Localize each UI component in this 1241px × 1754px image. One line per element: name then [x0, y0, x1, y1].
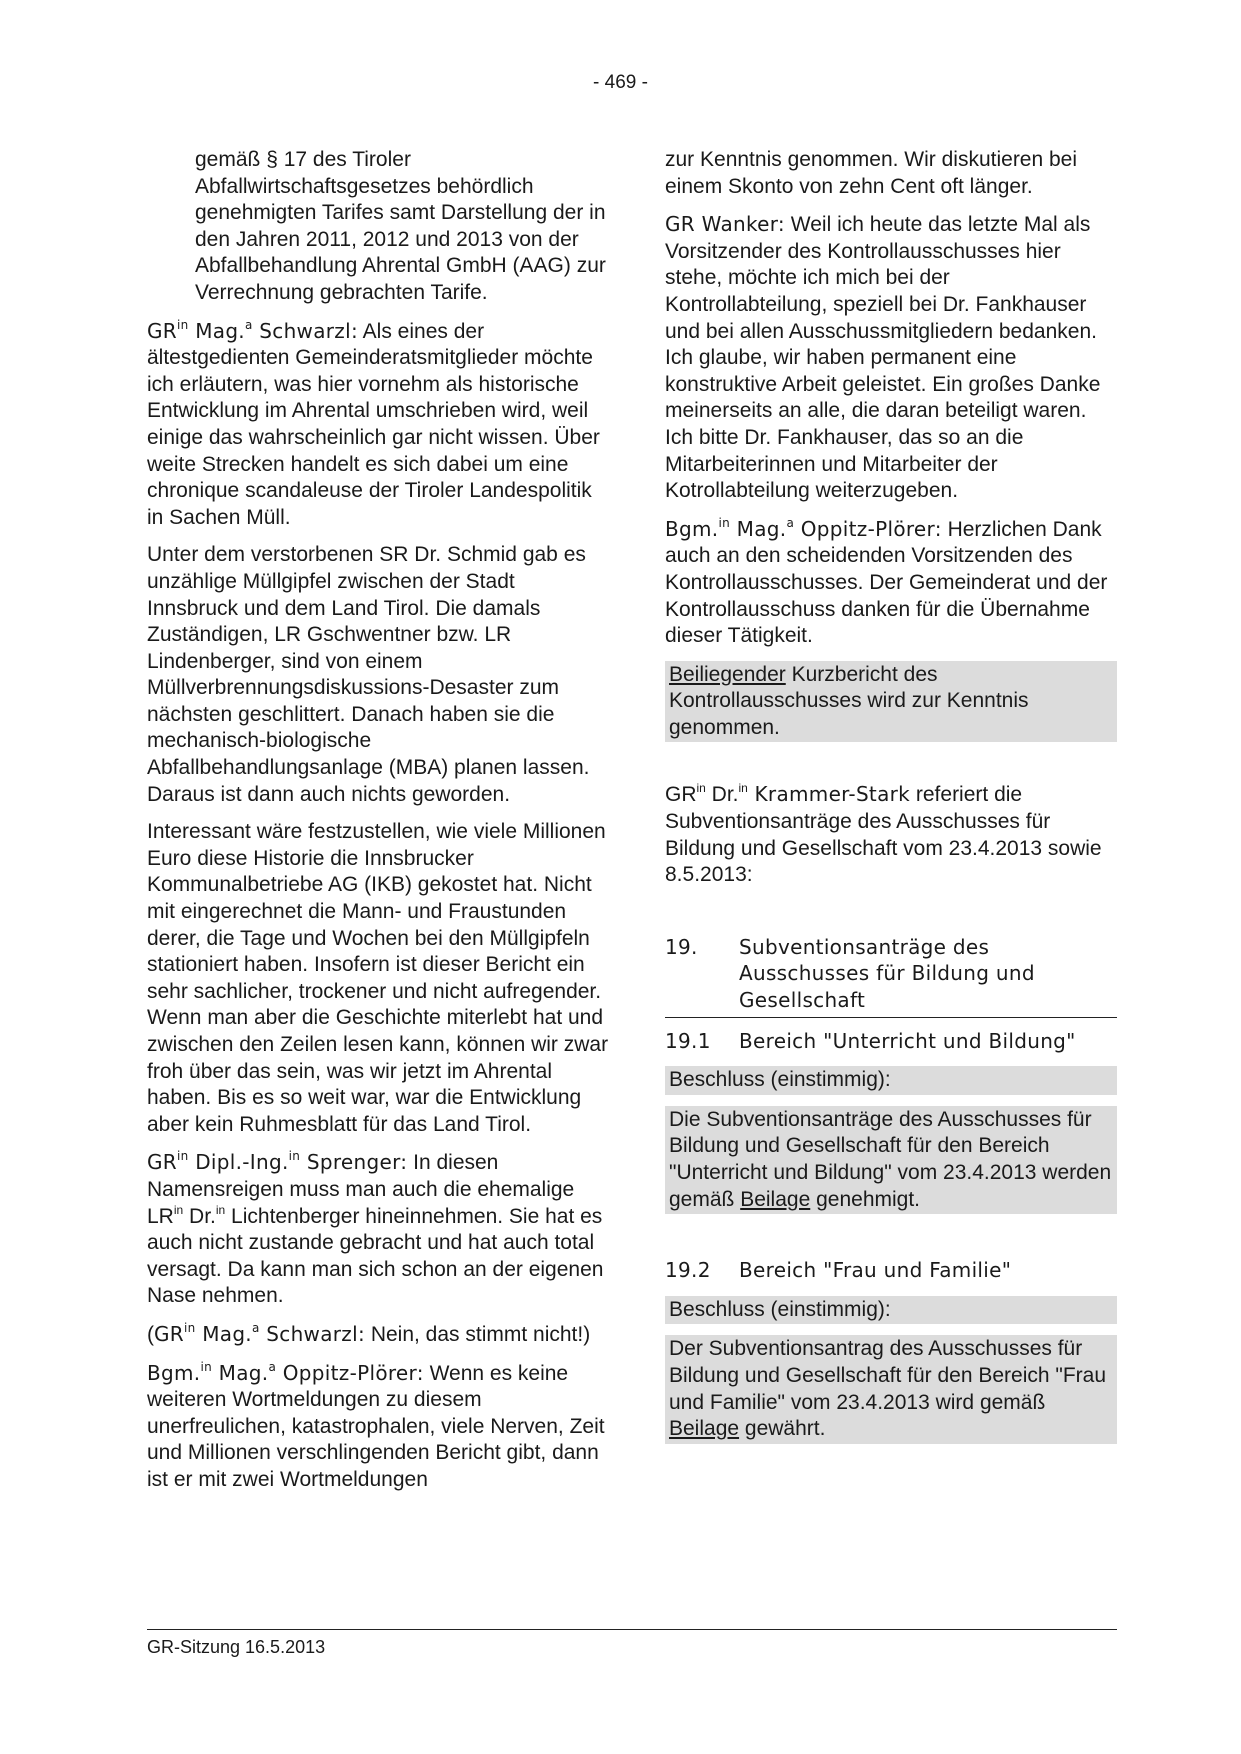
speaker-name: Bgm.$^{in}$ Mag.$^a$ Oppitz-Plörer: [665, 515, 942, 541]
attachment-link[interactable]: Beiliegender [669, 662, 786, 686]
paragraph-millionen: Interessant wäre festzustellen, wie viele Millionen Euro diese Historie die Innsbrucker Kommunalbetriebe AG (IKB) gekostet hat. Nicht mit eingerechnet die Mann- und Fraustunden derer, die Tage und Wochen bei den Müllgipfeln stationiert haben. Insofern ist dieser Bericht ein sehr sachlicher, trockener und nicht aufregender. Wenn man aber die Geschichte miterlebt hat und zwischen den Zeilen lesen kann, können wir zwar froh über das sein, was wir jetzt im Ahrental haben. Bis es so weit war, war die Entwicklung aber kein Ruhmesblatt für das Land Tirol. [147, 820, 609, 1136]
paragraph-krammer-stark: $GR^{in}$ Dr.$^{in}$ Krammer-Stark referiert die Subventionsanträge des Ausschusses für Bildung und Gesellschaft vom 23.4.2013 sowie 8.5.2013: [665, 781, 1102, 887]
footer-session-label: GR-Sitzung 16.5.2013 [147, 1637, 326, 1657]
interjection-schwarzl: ($GR^{in}$ Mag.$^a$ Schwarzl: Nein, das stimmt nicht!) [147, 1320, 591, 1346]
resolution-heading: Beschluss (einstimmig): [665, 1066, 1117, 1095]
page-number: - 469 - [593, 72, 648, 93]
attachment-link[interactable]: Beilage [669, 1417, 740, 1441]
resolution-box-19-2: Der Subventionsantrag des Ausschusses für Bildung und Gesellschaft für den Bereich "Frau und Familie" vom 23.4.2013 wird gemäß Beilage gewährt. [665, 1335, 1117, 1443]
left-column [147, 147, 611, 1505]
attachment-link[interactable]: Beilage [740, 1187, 811, 1211]
resolution-heading: Beschluss (einstimmig): [665, 1296, 1117, 1325]
speech-oppitz-ploerer-1: Bgm.$^{in}$ Mag.$^a$ Oppitz-Plörer: Wenn es keine weiteren Wortmeldungen zu diesem unerfreulichen, katastrophalen, viele Nerven, Zeit und Millionen verschlingenden Bericht gibt, dann ist er mit zwei Wortmeldungen [147, 1359, 605, 1491]
speech-schwarzl-1 [147, 318, 611, 532]
speaker-name: Bgm.$^{in}$ Mag.$^a$ Oppitz-Plörer: [147, 1359, 424, 1385]
paragraph-schmid: Unter dem verstorbenen SR Dr. Schmid gab es unzählige Müllgipfel zwischen der Stadt Innsbruck und dem Land Tirol. Die damals Zuständigen, LR Gschwentner bzw. LR Lindenberger, sind von einem Müllverbrennungsdiskussions-Desaster zum nächsten geschlittert. Danach haben sie die mechanisch-biologische Abfallbehandlungsanlage (MBA) planen lassen. Daraus ist dann auch nichts geworden. [147, 543, 590, 806]
speech-sprenger: $GR^{in}$ Dipl.-Ing.$^{in}$ Sprenger: In diesen Namensreigen muss man auch die ehemalige $LR^{in}$ Dr.$^{in}$ Lichtenberger hineinnehmen. Sie hat es auch nicht zustande gebracht und hat auch total versagt. Da kann man sich schon an der eigenen Nase nehmen. [147, 1149, 604, 1308]
speaker-name: GR Wanker: [665, 212, 785, 237]
speech-oppitz-ploerer-2: Bgm.$^{in}$ Mag.$^a$ Oppitz-Plörer: Herzlichen Dank auch an den scheidenden Vorsitzenden des Kontrollausschusses. Der Gemeinderat und der Kontrollausschuss danken für die Übernahme dieser Tätigkeit. [665, 515, 1108, 648]
right-column [665, 147, 1117, 1455]
resolution-box-19-1: Die Subventionsanträge des Ausschusses für Bildung und Gesellschaft für den Bereich "Unterricht und Bildung" vom 23.4.2013 werden gemäß Beilage genehmigt. [665, 1106, 1117, 1214]
agenda-item-text: gemäß § 17 des Tiroler Abfallwirtschaftsgesetzes behördlich genehmigten Tarifes samt Darstellung der in den Jahren 2011, 2012 und 2013 von der Abfallbehandlung Ahrental GmbH (AAG) zur Verrechnung gebrachten Tarife. [195, 148, 606, 304]
agenda-heading-19-2: 19.2 Bereich "Frau und Familie" [665, 1258, 1012, 1283]
agenda-heading-19: 19. Subventionsanträge des Ausschusses für Bildung und Gesellschaft [665, 934, 1117, 1018]
speaker-name: $GR^{in}$ Mag.$^a$ Schwarzl: [154, 1320, 365, 1346]
speech-wanker: GR Wanker: Weil ich heute das letzte Mal als Vorsitzender des Kontrollausschusses hier stehe, möchte ich mich bei der Kontrollabteilung, speziell bei Dr. Fankhauser und bei allen Ausschussmitgliedern bedanken. Ich glaube, wir haben permanent eine konstruktive Arbeit geleistet. Ein großes Danke meinerseits an alle, die daran beteiligt waren. Ich bitte Dr. Fankhauser, das so an die Mitarbeiterinnen und Mitarbeiter der Kotrollabteilung weiterzugeben. [665, 212, 1101, 503]
paragraph-continuation: zur Kenntnis genommen. Wir diskutieren bei einem Skonto von zehn Cent oft länger. [665, 148, 1078, 198]
speaker-name: $GR^{in}$ Dipl.-Ing.$^{in}$ Sprenger: [147, 1149, 408, 1175]
speech-text: Als eines der ältestgedienten Gemeinderatsmitglieder möchte ich erläutern, was hier vornehm als historische Entwicklung im Ahrental umschrieben wird, weil einige das wahrscheinlich gar nicht wissen. Über weite Strecken handelt es sich dabei um eine chronique scandaleuse der Tiroler Landespolitik in Sachen Müll. [147, 319, 600, 529]
resolution-box-kontrollausschuss: Beiliegender Kurzbericht des Kontrollausschusses wird zur Kenntnis genommen. [665, 661, 1117, 743]
speaker-name: $GR^{in}$ Mag.$^a$ Schwarzl: [147, 317, 358, 343]
agenda-heading-19-1: 19.1 Bereich "Unterricht und Bildung" [665, 1028, 1076, 1053]
footer-divider [147, 1629, 1117, 1630]
